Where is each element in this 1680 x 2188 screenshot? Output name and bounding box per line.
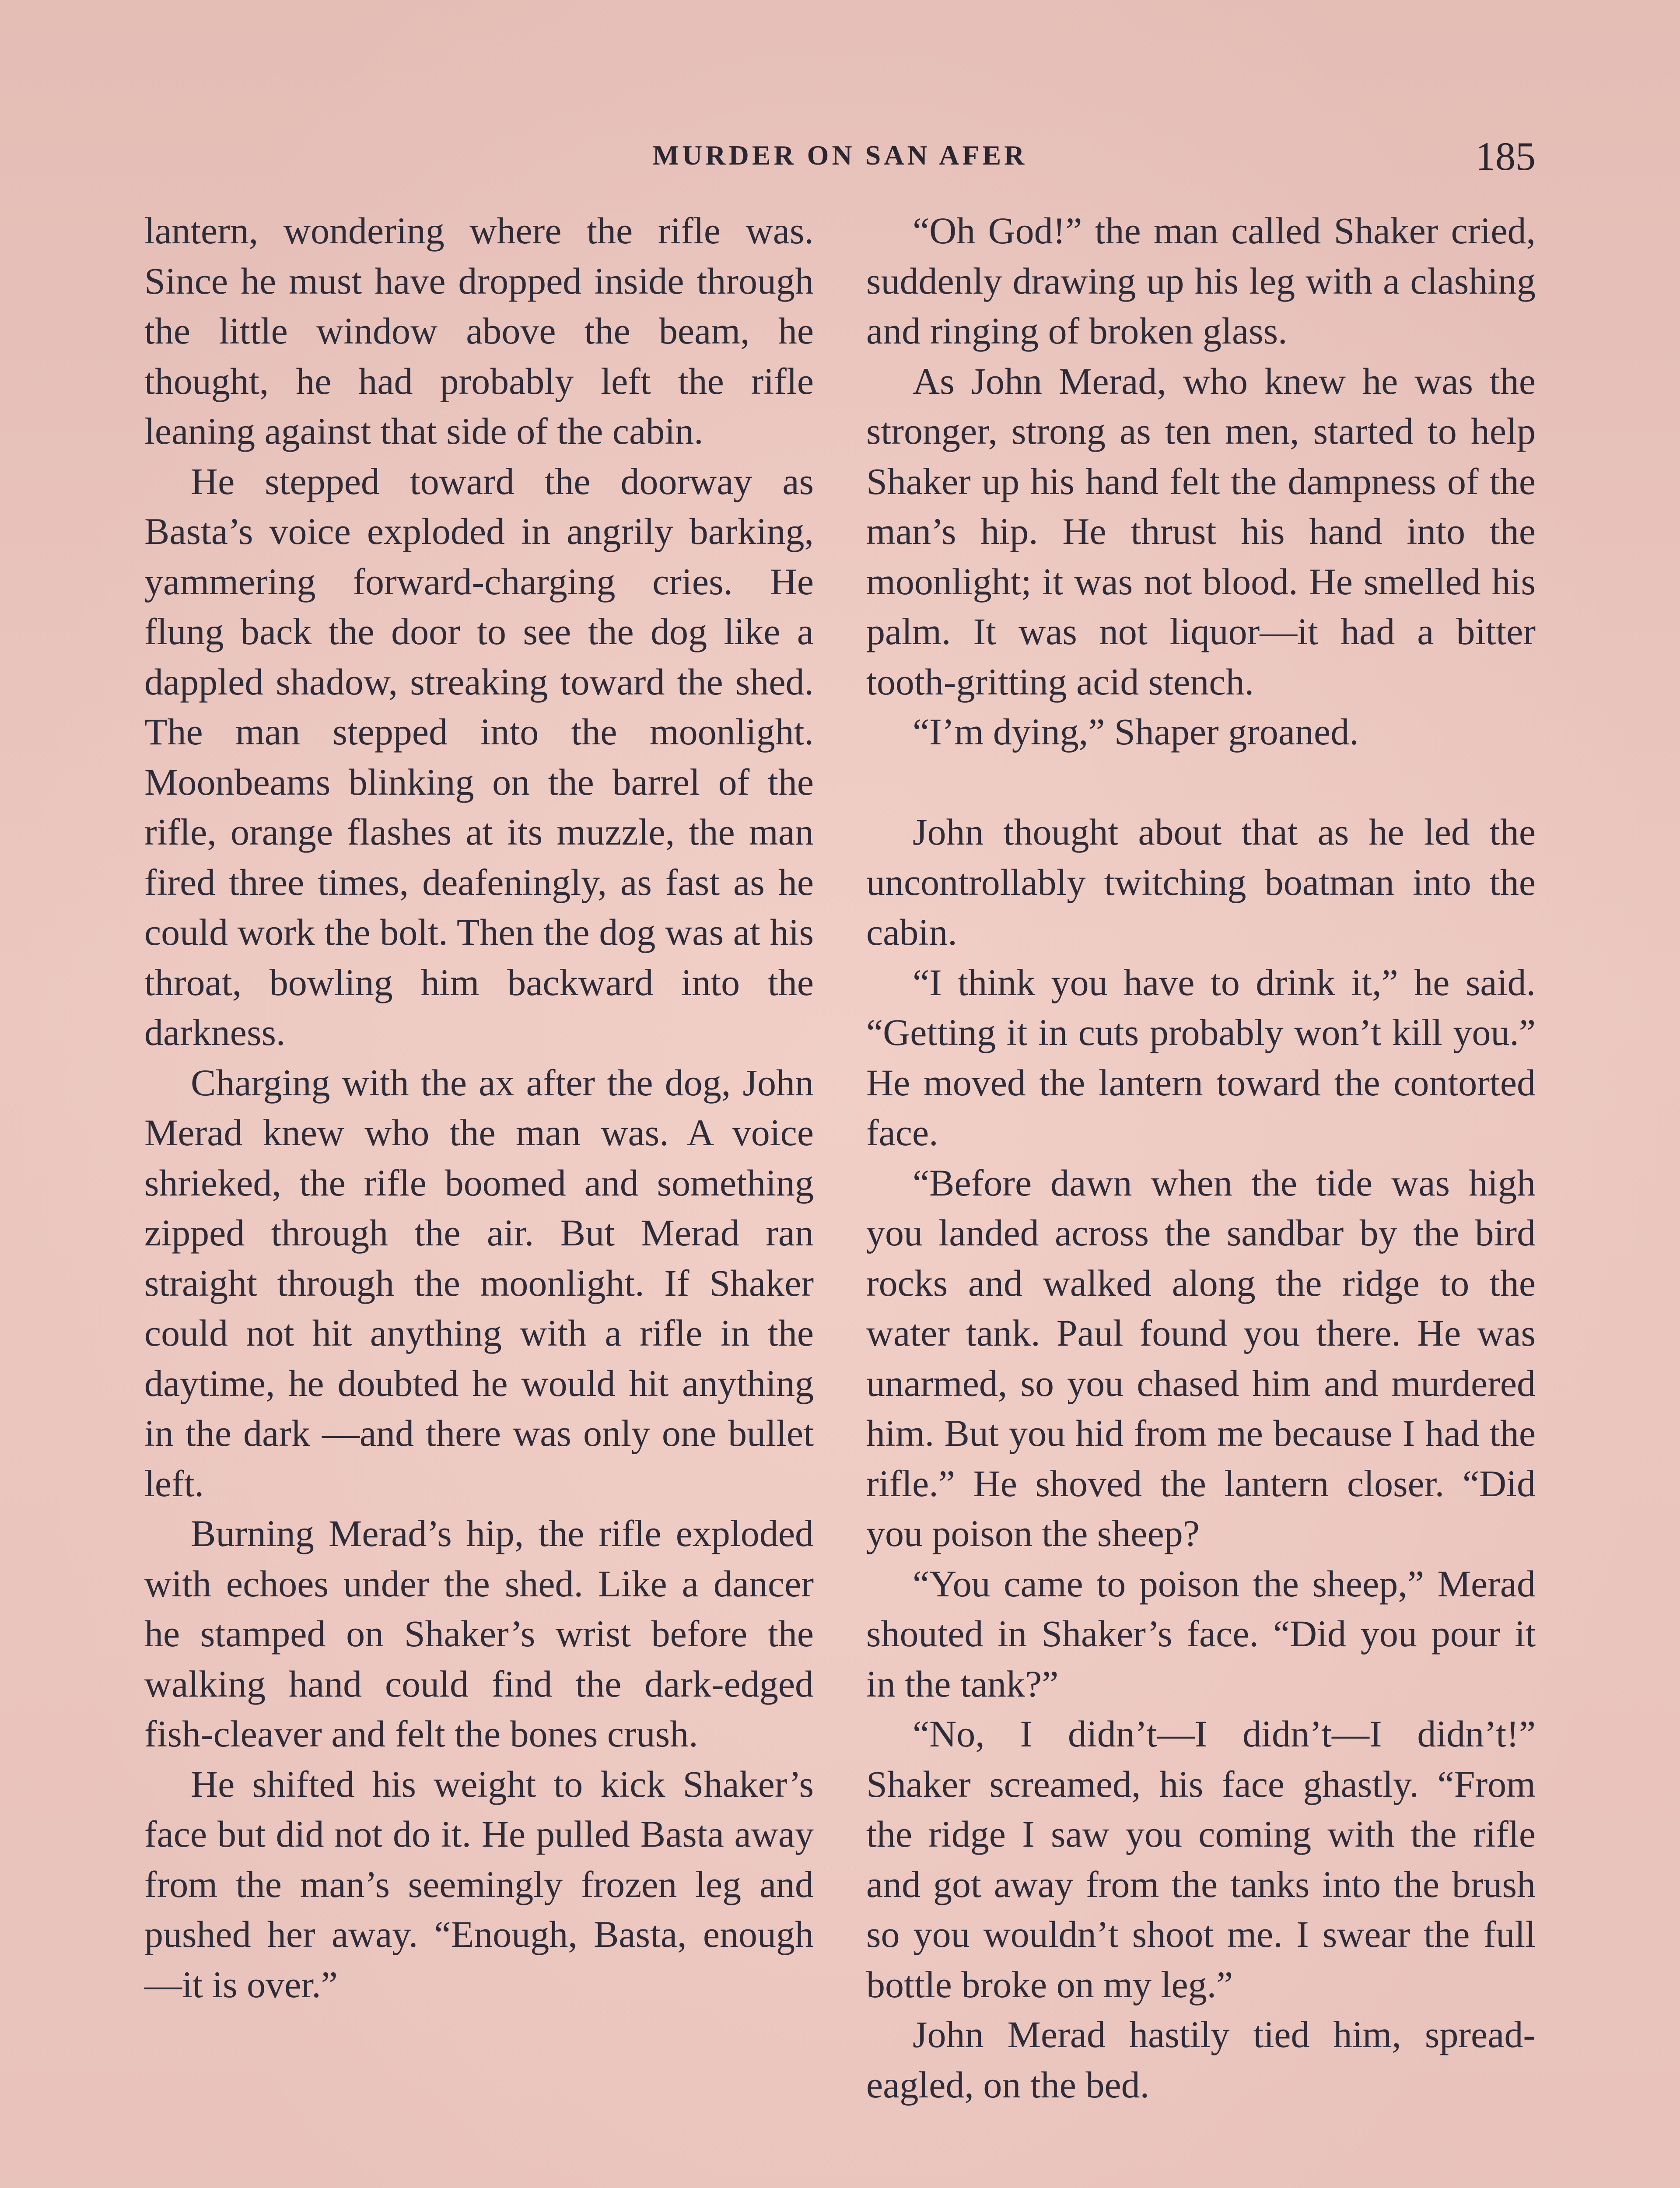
paragraph: “Before dawn when the tide was high you landed across the sandbar by the bird rocks and walked along the ridge to the water tank. Paul found you there. He was unarmed, so you chased him and murdered him. But you hid from me because I had the rifle.” He shoved the lantern closer. “Did you poison the sheep? — [866, 1161, 1536, 1554]
paragraph: Burning Merad’s hip, the rifle exploded with echoes under the shed. Like a dancer he stamped on Shaker’s wrist before the walking hand could find the dark-edged fish-cleaver and felt the bones crush. — [144, 1512, 814, 1755]
paragraph: John thought about that as he led the uncontrollably twitching boatman into the cabin. — [866, 811, 1536, 953]
paragraph: “You came to poison the sheep,” Merad shouted in Shaker’s face. “Did you pour it in the tank?” — [866, 1562, 1536, 1705]
paragraph: John Merad hastily tied him, spread-eagled, on the bed. — [866, 2013, 1536, 2106]
running-title: MURDER ON SAN AFER — [652, 140, 1028, 171]
text-columns — [144, 206, 1536, 2188]
section-break — [866, 757, 1536, 807]
paragraph: As John Merad, who knew he was the stronger, strong as ten men, started to help Shaker up his hand felt the dampness of the man’s hip. He thrust his hand into the moonlight; it was not blood. He smelled his palm. It was not liquor—it had a bitter tooth-gritting acid stench. — [866, 360, 1536, 703]
page-header — [144, 134, 1536, 183]
right-column — [866, 206, 1536, 2110]
paragraph: He stepped toward the doorway as Basta’s voice exploded in angrily barking, yammering forward-charging cries. He flung back the door to see the dog like a dappled shadow, streaking toward the shed. The man stepped into the moonlight. Moonbeams blinking on the barrel of the rifle, orange flashes at its muzzle, the man fired three times, deafeningly, as fast as he could work the bolt. Then the dog was at his throat, bowling him backward into the darkness. — [144, 460, 814, 1053]
page-number: 185 — [1475, 134, 1536, 179]
paragraph: Charging with the ax after the dog, John Merad knew who the man was. A voice shrieked, the rifle boomed and something zipped through the air. But Merad ran straight through the moonlight. If Shaker could not hit anything with a rifle in the daytime, he doubted he would hit anything in the dark —and there was only one bullet left. — [144, 1061, 814, 1504]
paragraph: “I’m dying,” Shaper groaned. — [913, 711, 1359, 753]
paragraph: lantern, wondering where the rifle was. Since he must have dropped inside through the little window above the beam, he thought, he had probably left the rifle leaning against that side of the cabin. — [144, 210, 814, 452]
paragraph: “No, I didn’t—I didn’t—I didn’t!” Shaker screamed, his face ghastly. “From the ridge I saw you coming with the rifle and got away from the tanks into the brush so you wouldn’t shoot me. I swear the full bottle broke on my leg.” — [866, 1713, 1536, 2006]
paragraph: “I think you have to drink it,” he said. “Getting it in cuts probably won’t kill you.” He moved the lantern toward the contorted face. — [866, 961, 1536, 1154]
left-column — [144, 206, 814, 2009]
paragraph: “Oh God!” the man called Shaker cried, suddenly drawing up his leg with a clashing and ringing of broken glass. — [866, 210, 1536, 352]
paragraph: He shifted his weight to kick Shaker’s face but did not do it. He pulled Basta away from the man’s seemingly frozen leg and pushed her away. “Enough, Basta, enough—it is over.” — [144, 1763, 814, 2006]
